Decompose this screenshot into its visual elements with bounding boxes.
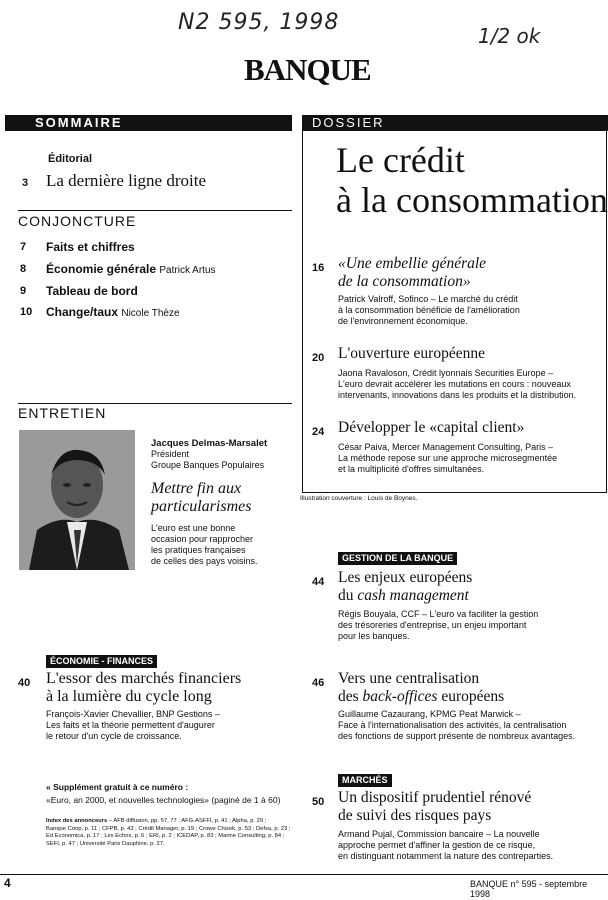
dossier-desc-3 [338,442,557,475]
handwritten-issue-note: N2 595, 1998 [178,10,340,35]
dossier-title-1a: «Une embellie générale [338,255,487,272]
interview-portrait [19,430,135,570]
interview-role-2: Groupe Banques Populaires [151,460,265,470]
illustration-credit: Illustration couverture : Louis de Boynes. [300,495,418,502]
marches-desc-3: en distinguant notamment la nature des contreparties. [338,851,554,861]
editorial-title: La dernière ligne droite [46,171,207,190]
editorial-page: 3 [22,177,29,189]
interview-desc-2: occasion pour rapprocher [151,534,254,544]
masthead-logo: BANQUE [244,52,371,87]
marches-label-wrap [338,770,392,788]
footer-page-number: 4 [4,876,11,890]
dossier-desc-1 [338,294,520,327]
entretien-heading: ENTRETIEN [18,405,107,421]
conjoncture-item-3: Tableau de bord [46,284,138,298]
footer-rule [0,874,608,875]
dossier-desc-3b: La méthode repose sur une approche microsegmentée [338,453,558,463]
footer-issue: BANQUE n° 595 - septembre 1998 [470,879,588,899]
editorial-heading: Éditorial [48,153,93,165]
dossier-title-3: Développer le «capital client» [338,419,525,436]
gestion-label: GESTION DE LA BANQUE [338,552,457,565]
dossier-page-2: 20 [312,352,325,364]
marches-title-2: de suivi des risques pays [338,807,492,824]
eco-title [46,670,241,706]
supplement-text: «Euro, an 2000, et nouvelles technologies» (paginé de 1 à 60) [46,795,281,805]
eco-desc-2: Les faits et la théorie permettent d'augurer [46,720,215,730]
marches-desc-1: Armand Pujal, Commission bancaire – La nouvelle [338,829,540,839]
conjoncture-item-4-title: Change/taux [46,305,119,319]
dossier-headline-1: Le crédit [336,140,465,180]
eco-finance-label-wrap [46,651,157,669]
dossier-title-2: L'ouverture européenne [338,345,485,362]
eco-title-1: L'essor des marchés financiers [46,670,242,687]
eco-desc-3: le retour d'un cycle de croissance. [46,731,182,741]
conjoncture-page-4: 10 [20,306,33,318]
gestion-title-2b-it: back-offices [362,688,438,705]
eco-page: 40 [18,677,31,689]
handwritten-page-note: 1/2 ok [478,24,541,48]
gestion-desc-1a: Régis Bouyala, CCF – L'euro va faciliter la gestion [338,609,539,619]
index-line-2: Banque Coop, p. 11 ; CFPB, p. 43 ; Crédit Manager, p. 19 ; Crowe Chizek, p. 53 ; Defsa, p. 23 ; [46,825,291,832]
gestion-desc-1b: des trésoreries d'entreprise, un enjeu important [338,620,527,630]
interview-desc [151,523,258,567]
gestion-desc-2c: des fonctions de support présente de nombreux avantages. [338,731,576,741]
gestion-title-1b-pre: du [338,587,358,604]
gestion-desc-2b: Face à l'internationalisation des activités, la centralisation [338,720,567,730]
marches-page: 50 [312,796,325,808]
index-line-4: SEFI, p. 47 ; Université Paris Dauphine, p. 27. [46,840,165,847]
conjoncture-item-2-title: Économie générale [46,262,157,276]
gestion-title-1b-it: cash management [357,587,469,604]
dossier-desc-2c: intervenants, innovations dans les produits et la distribution. [338,390,577,400]
conjoncture-item-2-author: Patrick Artus [159,265,216,276]
gestion-title-1 [338,569,472,605]
conjoncture-item-1: Faits et chiffres [46,240,135,254]
dossier-desc-2a: Jaona Ravaloson, Crédit lyonnais Securities Europe – [338,368,554,378]
dossier-desc-2b: L'euro devrait accélérer les mutations en cours : nouveaux [338,379,571,389]
marches-label: MARCHÉS [338,774,392,787]
interview-name: Jacques Delmas-Marsalet [151,438,268,449]
supplement-title: « Supplément gratuit à ce numéro : [46,782,189,792]
gestion-title-1a: Les enjeux européens [338,569,473,586]
interview-title-1: Mettre fin aux [151,480,242,497]
sommaire-bar: SOMMAIRE [5,115,292,131]
gestion-desc-2 [338,709,575,742]
eco-finance-label: ÉCONOMIE - FINANCES [46,655,157,668]
marches-title [338,789,531,825]
conjoncture-page-3: 9 [20,285,27,297]
interview-title-2: particularismes [151,498,252,515]
dossier-page-1: 16 [312,262,325,274]
conjoncture-heading: CONJONCTURE [18,213,137,229]
gestion-title-2b-pre: des [338,688,363,705]
gestion-title-2a: Vers une centralisation [338,670,480,687]
gestion-title-2b-post: européens [437,688,505,705]
conjoncture-page-2: 8 [20,263,27,275]
dossier-desc-3a: César Paiva, Mercer Management Consulting, Paris – [338,442,554,452]
conjoncture-item-4-author: Nicole Thèze [121,308,180,319]
marches-desc [338,829,553,862]
gestion-page-1: 44 [312,576,325,588]
entretien-rule [18,403,292,404]
advertiser-index [46,818,290,848]
interview-desc-4: de celles des pays voisins. [151,556,258,566]
interview-desc-1: L'euro est une bonne [151,523,236,533]
conjoncture-item-2 [46,262,216,276]
gestion-desc-1 [338,609,538,642]
index-line-3: Ed Economica, p. 17 ; Les Echos, p. 6 ; ERI, p. 2 ; ICEDAP, p. 83 ; Marine Consulting, p. 84 ; [46,833,285,839]
gestion-desc-2a: Guillaume Cazaurang, KPMG Peat Marwick – [338,709,521,719]
conjoncture-item-4 [46,305,180,319]
dossier-headline [336,140,608,220]
dossier-desc-1b: à la consommation bénéficie de l'amélioration [338,305,520,315]
conjoncture-rule [18,210,292,211]
marches-title-1: Un dispositif prudentiel rénové [338,789,532,806]
conjoncture-page-1: 7 [20,241,27,253]
gestion-title-2 [338,670,504,706]
eco-desc [46,709,220,742]
dossier-title-1b: de la consommation» [338,273,471,290]
index-label: Index des annonceurs [46,818,108,824]
dossier-desc-1c: de l'environnement économique. [338,316,468,326]
gestion-page-2: 46 [312,677,325,689]
dossier-bar: DOSSIER [302,115,608,131]
eco-desc-1: François-Xavier Chevallier, BNP Gestions – [46,709,220,719]
dossier-page-3: 24 [312,426,325,438]
dossier-desc-3c: et la multiplicité d'offres simultanées. [338,464,485,474]
interview-role-1: Président [151,449,190,459]
portrait-illustration [19,430,135,570]
dossier-headline-2: à la consommation [336,180,608,220]
dossier-desc-2 [338,368,576,401]
interview-desc-3: les pratiques françaises [151,545,246,555]
eco-title-2: à la lumière du cycle long [46,688,212,705]
marches-desc-2: approche permet d'affiner la gestion de ce risque, [338,840,536,850]
dossier-title-1 [338,255,486,291]
dossier-desc-1a: Patrick Valroff, Sofinco – Le marché du crédit [338,294,518,304]
gestion-desc-1c: pour les banques. [338,631,410,641]
index-line-1: – AFB diffusion, pp. 57, 77 ; AFG-ASFFI, p. 41 ; Alpha, p. 29 ; [108,818,267,824]
gestion-label-wrap [338,548,457,566]
